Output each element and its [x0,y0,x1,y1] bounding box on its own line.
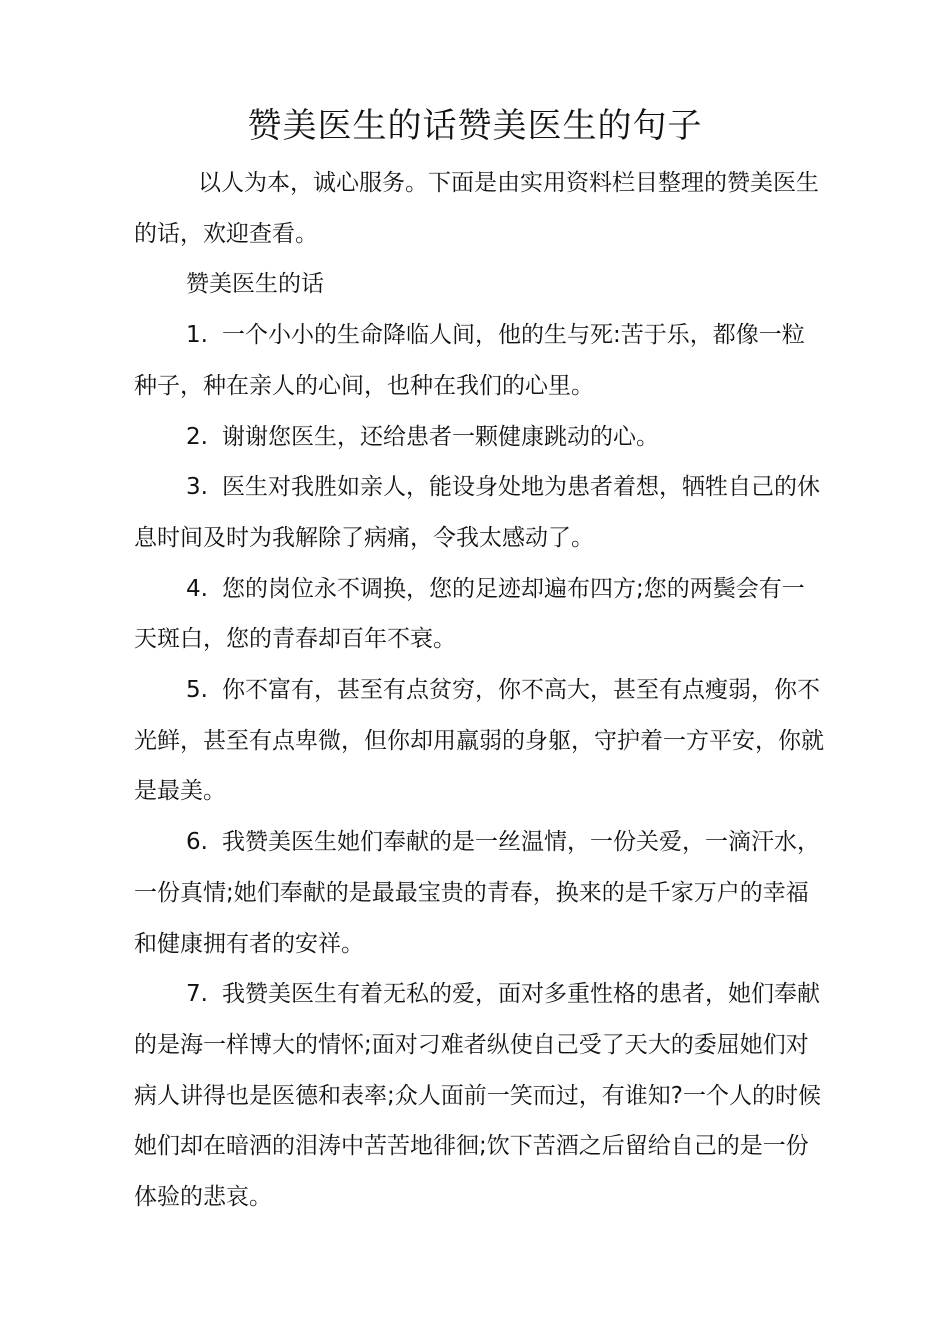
intro-paragraph: 以人为本，诚心服务。下面是由实用资料栏目整理的赞美医生的话，欢迎查看。 [134,170,819,247]
item-number: 2. [186,423,208,450]
item-text: 你不富有，甚至有点贫穷，你不高大，甚至有点瘦弱，你不光鲜，甚至有点卑微，但你却用羸弱的身躯，守护着一方平安，你就是最美。 [134,677,824,805]
section-heading: 赞美医生的话 [186,271,324,298]
list-item [134,310,824,411]
item-text: 我赞美医生她们奉献的是一丝温情，一份关爱，一滴汗水，一份真情;她们奉献的是最最宝贵的青春，换来的是千家万户的幸福和健康拥有者的安祥。 [134,829,820,957]
list-item [134,564,824,665]
item-number: 4. [186,575,208,602]
list-item [134,665,824,817]
item-text: 医生对我胜如亲人，能设身处地为患者着想，牺牲自己的休息时间及时为我解除了病痛，令我太感动了。 [134,474,820,551]
item-number: 7. [186,981,208,1008]
item-number: 3. [186,474,208,501]
list-item [134,462,824,563]
item-number: 1. [186,322,208,349]
item-number: 6. [186,829,208,856]
document-title: 赞美医生的话赞美医生的句子 [247,106,703,146]
list-item [134,412,824,463]
item-text: 谢谢您医生，还给患者一颗健康跳动的心。 [221,423,659,450]
item-text: 您的岗位永不调换，您的足迹却遍布四方;您的两鬓会有一天斑白，您的青春却百年不衰。 [134,575,805,653]
list-item [134,817,824,969]
item-text: 我赞美医生有着无私的爱，面对多重性格的患者，她们奉献的是海一样博大的情怀;面对刁难者纵使自己受了天大的委屈她们对病人讲得也是医德和表率;众人面前一笑而过，有谁知?一个人的时候她们却在暗洒的泪涛中苦苦地徘徊;饮下苦酒之后留给自己的是一份体验的悲哀。 [134,981,821,1211]
document-body [134,158,824,1223]
item-number: 5. [186,677,208,704]
item-text: 一个小小的生命降临人间，他的生与死:苦于乐，都像一粒种子，种在亲人的心间，也种在我们的心里。 [134,322,805,399]
list-item [134,969,824,1223]
